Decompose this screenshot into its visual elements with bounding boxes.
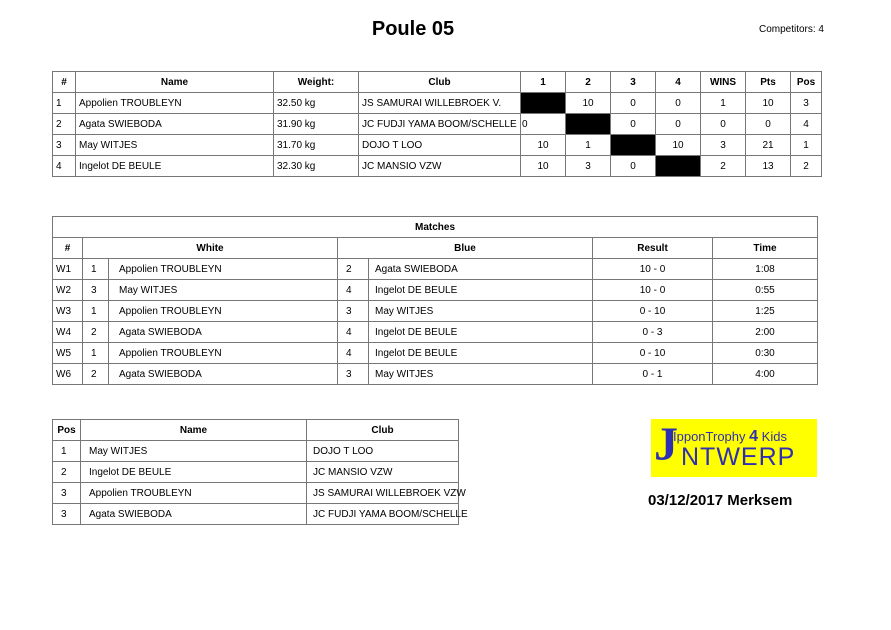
match-time: 1:25 (713, 301, 818, 322)
competitor-name: Ingelot DE BEULE (76, 156, 274, 177)
white-num: 3 (83, 280, 109, 301)
rank-club: DOJO T LOO (307, 441, 459, 462)
table-row (53, 364, 818, 385)
header-name: Name (81, 420, 307, 441)
competitors-count: Competitors: 4 (758, 24, 824, 35)
table-row (53, 462, 459, 483)
white-name: Appolien TROUBLEYN (109, 259, 338, 280)
pts-cell: 21 (746, 135, 791, 156)
wins-cell: 2 (701, 156, 746, 177)
blue-name: Ingelot DE BEULE (369, 322, 593, 343)
header-pos: Pos (53, 420, 81, 441)
header-num: # (53, 72, 76, 93)
match-id: W6 (53, 364, 83, 385)
white-num: 2 (83, 364, 109, 385)
rank-name: Agata SWIEBODA (81, 504, 307, 525)
poule-header-row (53, 72, 822, 93)
competitor-weight: 32.50 kg (274, 93, 359, 114)
blue-name: Agata SWIEBODA (369, 259, 593, 280)
rank-pos: 2 (53, 462, 81, 483)
blue-num: 4 (338, 322, 369, 343)
header-result: Result (593, 238, 713, 259)
table-row (53, 322, 818, 343)
competitor-num: 2 (53, 114, 76, 135)
match-time: 1:08 (713, 259, 818, 280)
score-cell: 0 (656, 114, 701, 135)
competitor-club: DOJO T LOO (359, 135, 521, 156)
ranking-header-row (53, 420, 459, 441)
competitor-club: JC MANSIO VZW (359, 156, 521, 177)
score-cell: 10 (521, 135, 566, 156)
header-opp-4: 4 (656, 72, 701, 93)
match-result: 0 - 3 (593, 322, 713, 343)
logo-trophy: IpponTrophy (673, 429, 746, 444)
ranking-table (52, 419, 468, 525)
header-pts: Pts (746, 72, 791, 93)
table-row (53, 156, 822, 177)
score-cell: 1 (566, 135, 611, 156)
competitor-club: JS SAMURAI WILLEBROEK V. (359, 93, 521, 114)
competitor-num: 4 (53, 156, 76, 177)
header-pos: Pos (791, 72, 822, 93)
white-num: 1 (83, 343, 109, 364)
blue-name: May WITJES (369, 301, 593, 322)
rank-club: JC FUDJI YAMA BOOM/SCHELLE (307, 504, 459, 525)
competitor-name: Appolien TROUBLEYN (76, 93, 274, 114)
score-cell: 0 (521, 114, 566, 135)
competitor-name: May WITJES (76, 135, 274, 156)
table-row (53, 135, 822, 156)
white-name: Agata SWIEBODA (109, 364, 338, 385)
score-cell: 3 (566, 156, 611, 177)
blue-name: Ingelot DE BEULE (369, 280, 593, 301)
white-num: 1 (83, 301, 109, 322)
match-time: 0:30 (713, 343, 818, 364)
logo-four: 4 (749, 428, 759, 445)
score-cell: 0 (611, 93, 656, 114)
matches-title: Matches (53, 217, 818, 238)
match-result: 0 - 10 (593, 343, 713, 364)
table-row (53, 93, 822, 114)
table-row (53, 343, 818, 364)
header-wins: WINS (701, 72, 746, 93)
pos-cell: 2 (791, 156, 822, 177)
rank-pos: 1 (53, 441, 81, 462)
white-num: 2 (83, 322, 109, 343)
header-opp-2: 2 (566, 72, 611, 93)
blue-name: Ingelot DE BEULE (369, 343, 593, 364)
table-row (53, 504, 459, 525)
rank-name: May WITJES (81, 441, 307, 462)
rank-club: JS SAMURAI WILLEBROEK VZW (307, 483, 459, 504)
header-time: Time (713, 238, 818, 259)
white-name: Appolien TROUBLEYN (109, 343, 338, 364)
header-weight: Weight: (274, 72, 359, 93)
score-cell: 10 (656, 135, 701, 156)
score-cell: 0 (611, 114, 656, 135)
match-id: W5 (53, 343, 83, 364)
competitor-weight: 31.70 kg (274, 135, 359, 156)
score-self (611, 135, 656, 156)
competitor-name: Agata SWIEBODA (76, 114, 274, 135)
header-club: Club (359, 72, 521, 93)
pos-cell: 1 (791, 135, 822, 156)
logo-antwerp: NTWERP (681, 443, 796, 471)
score-self (566, 114, 611, 135)
blue-num: 4 (338, 343, 369, 364)
blue-num: 3 (338, 301, 369, 322)
blue-name: May WITJES (369, 364, 593, 385)
competitor-num: 1 (53, 93, 76, 114)
match-id: W4 (53, 322, 83, 343)
match-time: 2:00 (713, 322, 818, 343)
pts-cell: 13 (746, 156, 791, 177)
table-row (53, 280, 818, 301)
pts-cell: 10 (746, 93, 791, 114)
poule-table (52, 71, 822, 177)
match-time: 0:55 (713, 280, 818, 301)
table-row (53, 259, 818, 280)
wins-cell: 0 (701, 114, 746, 135)
header-match-num: # (53, 238, 83, 259)
header-name: Name (76, 72, 274, 93)
pos-cell: 4 (791, 114, 822, 135)
page-title: Poule 05 (371, 18, 455, 40)
header-club: Club (307, 420, 459, 441)
header-white: White (83, 238, 338, 259)
table-row (53, 301, 818, 322)
white-num: 1 (83, 259, 109, 280)
rank-club: JC MANSIO VZW (307, 462, 459, 483)
blue-num: 3 (338, 364, 369, 385)
matches-title-row (53, 217, 818, 238)
match-result: 0 - 10 (593, 301, 713, 322)
match-result: 10 - 0 (593, 280, 713, 301)
score-cell: 0 (611, 156, 656, 177)
competitor-num: 3 (53, 135, 76, 156)
score-self (521, 93, 566, 114)
rank-name: Ingelot DE BEULE (81, 462, 307, 483)
score-cell: 10 (566, 93, 611, 114)
logo-kids: Kids (761, 429, 787, 444)
header-opp-3: 3 (611, 72, 656, 93)
pts-cell: 0 (746, 114, 791, 135)
white-name: Agata SWIEBODA (109, 322, 338, 343)
event-date-location: 03/12/2017 Merksem (648, 492, 793, 509)
score-cell: 10 (521, 156, 566, 177)
blue-num: 4 (338, 280, 369, 301)
rank-pos: 3 (53, 504, 81, 525)
table-row (53, 114, 822, 135)
match-id: W2 (53, 280, 83, 301)
match-id: W3 (53, 301, 83, 322)
competitor-club: JC FUDJI YAMA BOOM/SCHELLE (359, 114, 521, 135)
white-name: May WITJES (109, 280, 338, 301)
rank-name: Appolien TROUBLEYN (81, 483, 307, 504)
wins-cell: 3 (701, 135, 746, 156)
white-name: Appolien TROUBLEYN (109, 301, 338, 322)
competitor-weight: 32.30 kg (274, 156, 359, 177)
ippontrophy-logo (651, 419, 817, 477)
rank-pos: 3 (53, 483, 81, 504)
table-row (53, 441, 459, 462)
match-result: 0 - 1 (593, 364, 713, 385)
blue-num: 2 (338, 259, 369, 280)
header-opp-1: 1 (521, 72, 566, 93)
competitor-weight: 31.90 kg (274, 114, 359, 135)
match-time: 4:00 (713, 364, 818, 385)
match-id: W1 (53, 259, 83, 280)
score-cell: 0 (656, 93, 701, 114)
logo-j: J (654, 418, 678, 471)
matches-header-row (53, 238, 818, 259)
pos-cell: 3 (791, 93, 822, 114)
wins-cell: 1 (701, 93, 746, 114)
matches-table (52, 216, 818, 385)
header-blue: Blue (338, 238, 593, 259)
match-result: 10 - 0 (593, 259, 713, 280)
score-self (656, 156, 701, 177)
table-row (53, 483, 459, 504)
